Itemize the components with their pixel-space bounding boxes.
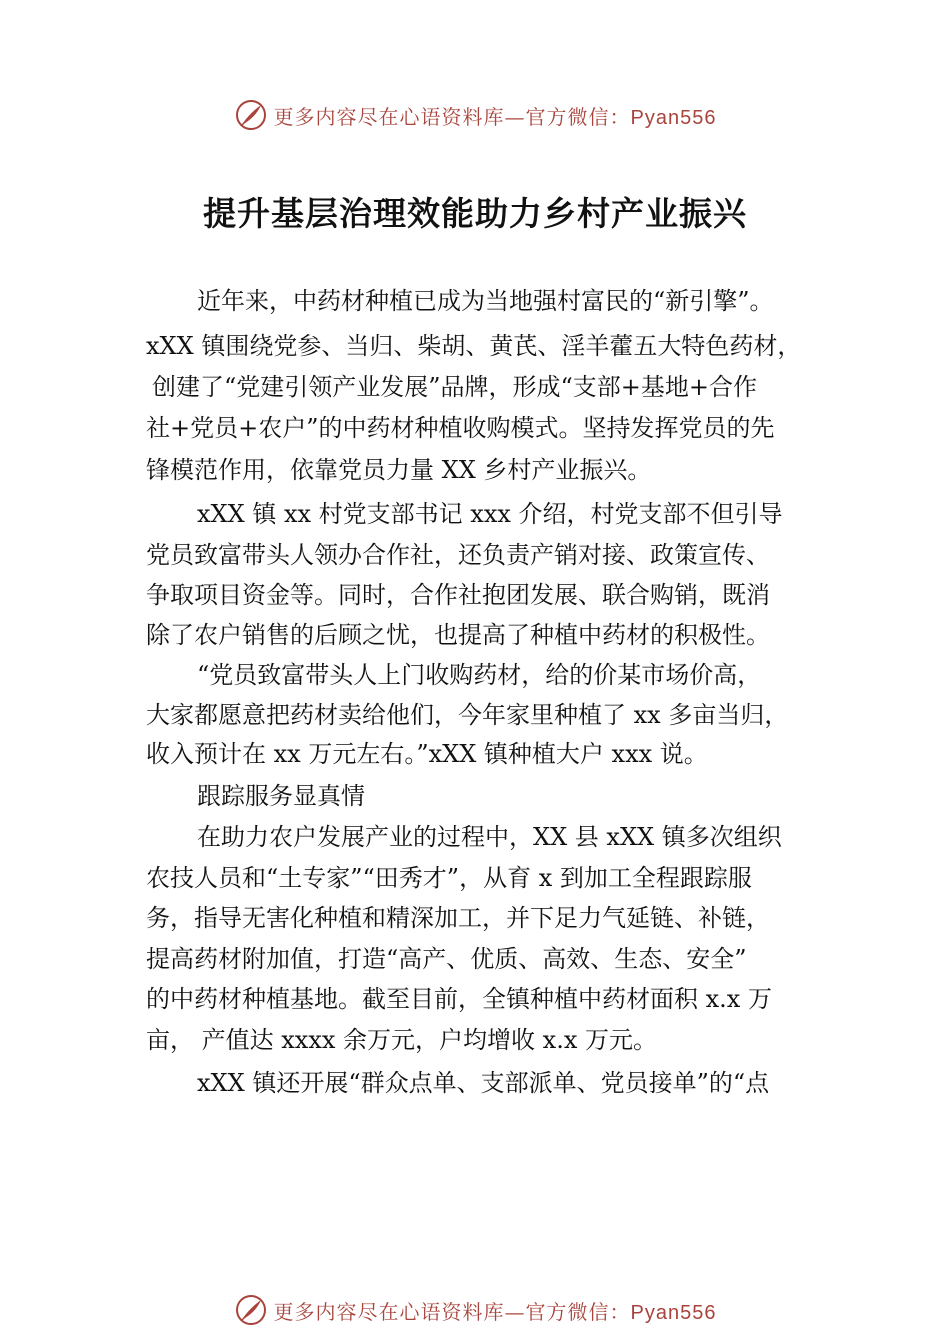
paragraph-line: 收入预计在 xx 万元左右。”xXX 镇种植大户 xxx 说。 bbox=[146, 740, 708, 768]
wechat-id: Pyan556 bbox=[630, 106, 717, 129]
paragraph-line: 在助力农户发展产业的过程中，XX 县 xXX 镇多次组织 bbox=[197, 823, 782, 851]
paragraph-line: 党员致富带头人领办合作社，还负责产销对接、政策宣传、 bbox=[146, 541, 770, 569]
section-heading: 跟踪服务显真情 bbox=[197, 782, 365, 810]
paragraph-line: 亩， 产值达 xxxx 余万元，户均增收 x.x 万元。 bbox=[146, 1026, 657, 1054]
paragraph-line: xXX 镇 xx 村党支部书记 xxx 介绍，村党支部不但引导 bbox=[197, 500, 783, 528]
header-watermark bbox=[0, 95, 950, 135]
paragraph-line: 创建了“党建引领产业发展”品牌，形成“支部+基地+合作 bbox=[152, 373, 758, 401]
quill-logo-icon bbox=[234, 1293, 268, 1327]
watermark-text: 更多内容尽在心语资料库—官方微信：Pyan556 bbox=[273, 1299, 717, 1324]
paragraph-line: 近年来，中药材种植已成为当地强村富民的“新引擎”。 bbox=[197, 287, 774, 315]
paragraph-line: 除了农户销售的后顾之忧，也提高了种植中药材的积极性。 bbox=[146, 621, 770, 649]
paragraph-line: “党员致富带头人上门收购药材，给的价某市场价高， bbox=[197, 661, 762, 689]
watermark-text: 更多内容尽在心语资料库—官方微信：Pyan556 bbox=[273, 104, 717, 129]
paragraph-line: 的中药材种植基地。截至目前，全镇种植中药材面积 x.x 万 bbox=[146, 985, 772, 1013]
paragraph-line: xXX 镇还开展“群众点单、支部派单、党员接单”的“点 bbox=[197, 1069, 770, 1097]
wechat-id: Pyan556 bbox=[630, 1301, 717, 1324]
footer-watermark bbox=[0, 1290, 950, 1330]
quill-logo-icon bbox=[234, 98, 268, 132]
paragraph-line: 提高药材附加值，打造“高产、优质、高效、生态、安全” bbox=[146, 945, 747, 973]
paragraph-line: 农技人员和“土专家”“田秀才”，从育 x 到加工全程跟踪服 bbox=[146, 864, 752, 892]
document-title: 提升基层治理效能助力乡村产业振兴 bbox=[203, 194, 747, 233]
paragraph-line: 争取项目资金等。同时，合作社抱团发展、联合购销，既消 bbox=[146, 581, 770, 609]
paragraph-line: 大家都愿意把药材卖给他们，今年家里种植了 xx 多亩当归， bbox=[146, 701, 789, 729]
paragraph-line: xXX 镇围绕党参、当归、柴胡、黄芪、淫羊藿五大特色药材， bbox=[146, 332, 802, 360]
paragraph-line: 社+党员+农户”的中药材种植收购模式。坚持发挥党员的先 bbox=[146, 414, 775, 442]
paragraph-line: 锋模范作用，依靠党员力量 XX 乡村产业振兴。 bbox=[146, 456, 652, 484]
paragraph-line: 务，指导无害化种植和精深加工，并下足力气延链、补链， bbox=[146, 904, 770, 932]
